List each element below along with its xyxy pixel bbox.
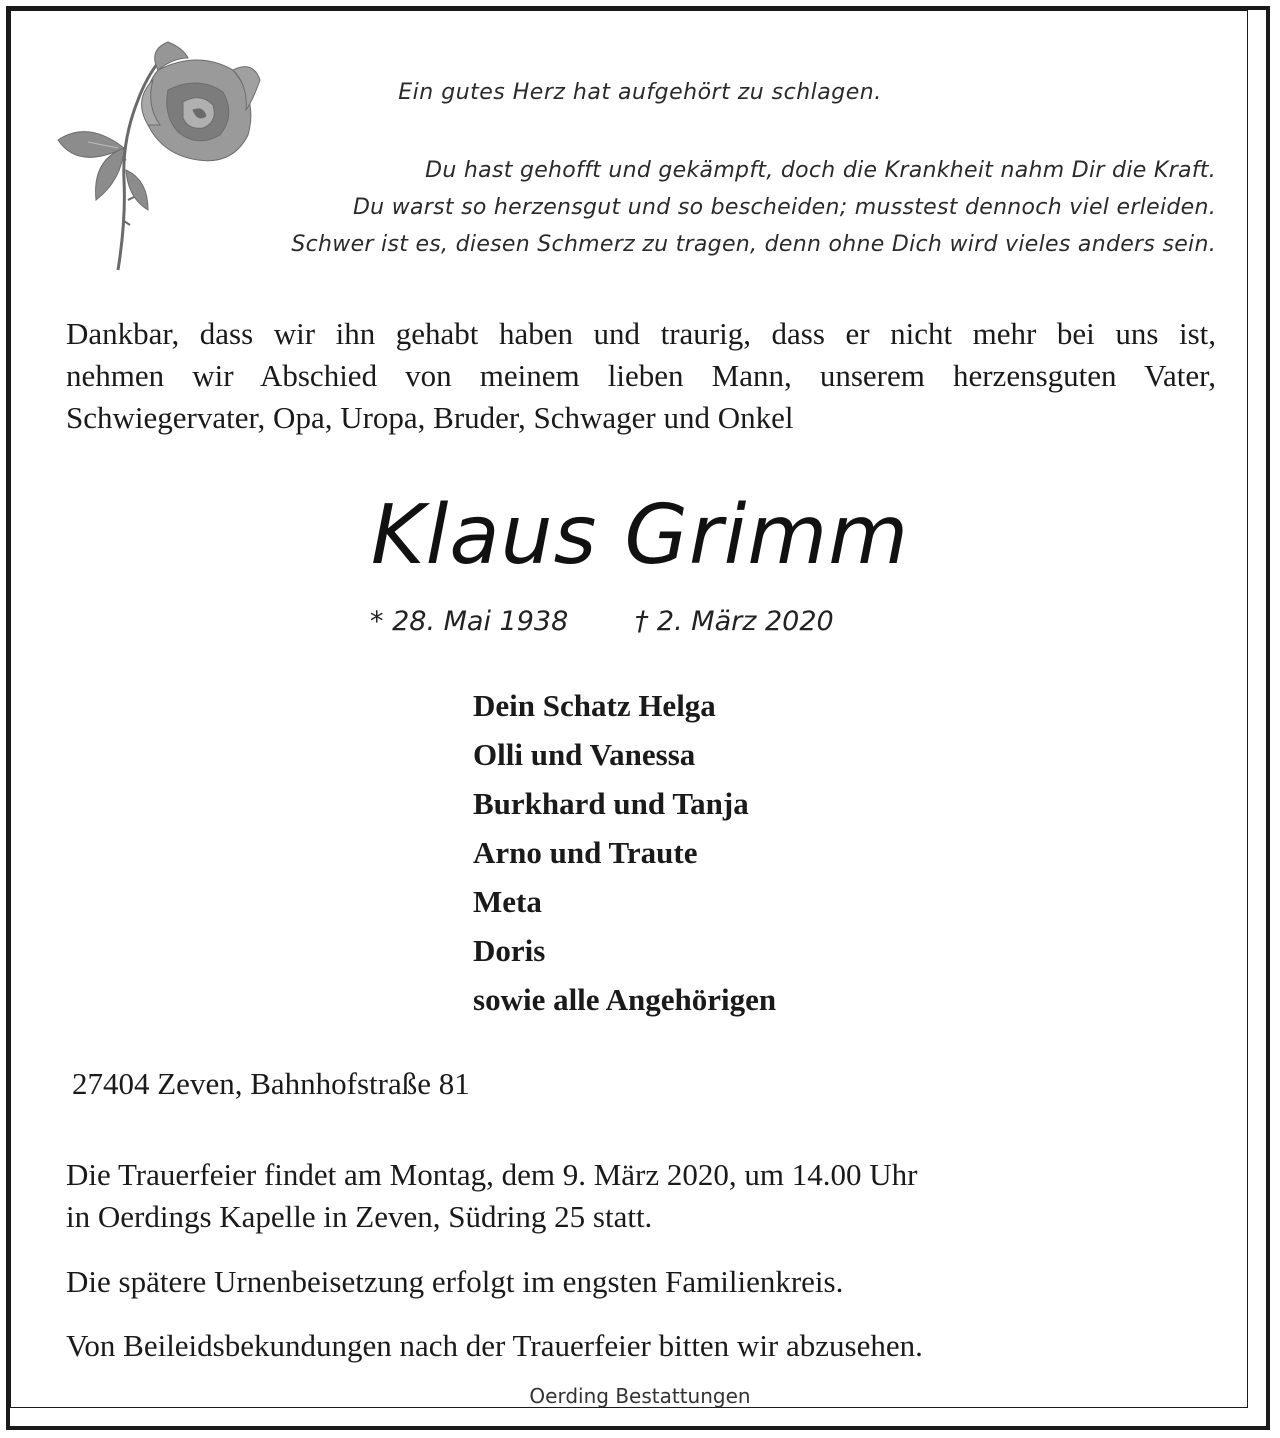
family-member: Meta bbox=[473, 884, 542, 919]
family-member: Dein Schatz Helga bbox=[473, 688, 716, 723]
urn-note: Die spätere Urnenbeisetzung erfolgt im engsten Familienkreis. bbox=[66, 1264, 844, 1299]
condolence-note: Von Beileidsbekundungen nach der Trauerfeier bitten wir abzusehen. bbox=[66, 1328, 923, 1363]
family-member: Olli und Vanessa bbox=[473, 737, 696, 772]
life-dates bbox=[370, 606, 834, 637]
intro-line: Schwiegervater, Opa, Uropa, Bruder, Schwager und Onkel bbox=[66, 400, 794, 435]
birth-date: * 28. Mai 1938 bbox=[370, 606, 569, 637]
intro-line: nehmen wir Abschied von meinem lieben Mann, unserem herzensguten Vater, bbox=[66, 358, 1216, 393]
death-date: † 2. März 2020 bbox=[634, 606, 834, 637]
funeral-home: Oerding Bestattungen bbox=[529, 1384, 751, 1408]
ceremony-line: Die Trauerfeier findet am Montag, dem 9. März 2020, um 14.00 Uhr bbox=[66, 1157, 918, 1192]
family-member: sowie alle Angehörigen bbox=[473, 982, 777, 1017]
rose-icon bbox=[48, 30, 268, 275]
poem-line: Du hast gehofft und gekämpft, doch die Krankheit nahm Dir die Kraft. bbox=[425, 158, 1216, 183]
deceased-name: Klaus Grimm bbox=[370, 488, 910, 583]
family-member: Arno und Traute bbox=[473, 835, 698, 870]
ceremony-line: in Oerdings Kapelle in Zeven, Südring 25 statt. bbox=[66, 1199, 653, 1234]
poem-line: Du warst so herzensgut und so bescheiden; musstest dennoch viel erleiden. bbox=[352, 195, 1216, 220]
family-member: Burkhard und Tanja bbox=[473, 786, 749, 821]
address: 27404 Zeven, Bahnhofstraße 81 bbox=[72, 1066, 470, 1101]
motto: Ein gutes Herz hat aufgehört zu schlagen. bbox=[398, 80, 882, 105]
intro-line: Dankbar, dass wir ihn gehabt haben und traurig, dass er nicht mehr bei uns ist, bbox=[66, 316, 1216, 351]
family-member: Doris bbox=[473, 933, 546, 968]
poem-line: Schwer ist es, diesen Schmerz zu tragen, denn ohne Dich wird vieles anders sein. bbox=[291, 232, 1216, 257]
